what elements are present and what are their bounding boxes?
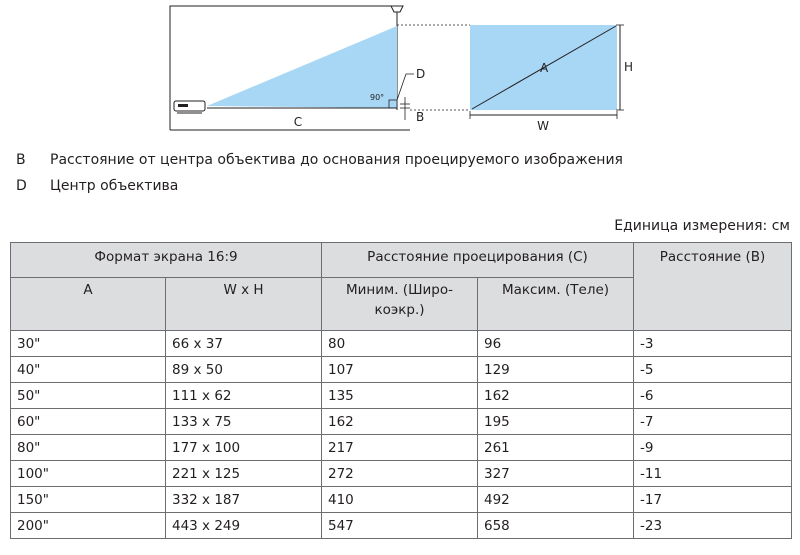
cell-a: 150" <box>11 487 166 513</box>
cell-wh: 177 x 100 <box>166 435 322 461</box>
cell-b: -9 <box>634 435 792 461</box>
header-distance-b: Расстояние (B) <box>634 243 792 331</box>
header-col-a: A <box>11 278 166 331</box>
label-b: B <box>416 110 425 124</box>
table-header-row <box>11 243 792 278</box>
cell-max: 96 <box>478 331 634 357</box>
cell-wh: 221 x 125 <box>166 461 322 487</box>
label-h: H <box>624 60 634 74</box>
header-col-max: Максим. (Теле) <box>478 278 634 331</box>
table-row <box>11 409 792 435</box>
legend-text: Центр объектива <box>50 178 179 194</box>
cell-min: 547 <box>322 513 478 539</box>
cell-min: 272 <box>322 461 478 487</box>
legend-key: D <box>16 178 27 194</box>
cell-max: 327 <box>478 461 634 487</box>
cell-a: 200" <box>11 513 166 539</box>
legend-row-b <box>16 152 623 168</box>
cell-max: 658 <box>478 513 634 539</box>
cell-wh: 133 x 75 <box>166 409 322 435</box>
projection-diagram <box>0 0 800 140</box>
throw-distance-table <box>10 242 792 539</box>
legend-key: B <box>16 152 26 168</box>
cell-max: 162 <box>478 383 634 409</box>
cell-a: 60" <box>11 409 166 435</box>
leader-d <box>397 74 414 100</box>
header-screen-format: Формат экрана 16:9 <box>11 243 322 278</box>
cell-min: 410 <box>322 487 478 513</box>
header-col-min: Миним. (Широ-коэкр.) <box>322 278 478 331</box>
label-angle: 90° <box>370 93 385 102</box>
label-c: C <box>293 115 303 129</box>
cell-max: 129 <box>478 357 634 383</box>
label-d: D <box>416 67 426 81</box>
cell-min: 107 <box>322 357 478 383</box>
header-projection-distance: Расстояние проецирования (C) <box>322 243 634 278</box>
cell-wh: 111 x 62 <box>166 383 322 409</box>
projector-icon <box>174 101 205 113</box>
projection-beam <box>207 26 397 108</box>
cell-max: 492 <box>478 487 634 513</box>
table-row <box>11 461 792 487</box>
table-row <box>11 357 792 383</box>
cell-b: -11 <box>634 461 792 487</box>
cell-b: -6 <box>634 383 792 409</box>
unit-note: Единица измерения: см <box>614 218 790 234</box>
cell-b: -17 <box>634 487 792 513</box>
mount-hook <box>391 6 403 12</box>
cell-a: 50" <box>11 383 166 409</box>
cell-a: 80" <box>11 435 166 461</box>
cell-min: 135 <box>322 383 478 409</box>
label-w: W <box>537 119 549 133</box>
legend-row-d <box>16 178 178 194</box>
cell-max: 261 <box>478 435 634 461</box>
cell-max: 195 <box>478 409 634 435</box>
cell-min: 217 <box>322 435 478 461</box>
cell-a: 30" <box>11 331 166 357</box>
table-row <box>11 513 792 539</box>
cell-a: 100" <box>11 461 166 487</box>
cell-b: -5 <box>634 357 792 383</box>
cell-wh: 66 x 37 <box>166 331 322 357</box>
cell-a: 40" <box>11 357 166 383</box>
table-row <box>11 331 792 357</box>
header-col-wh: W x H <box>166 278 322 331</box>
cell-min: 80 <box>322 331 478 357</box>
cell-b: -7 <box>634 409 792 435</box>
cell-wh: 443 x 249 <box>166 513 322 539</box>
cell-b: -23 <box>634 513 792 539</box>
cell-wh: 89 x 50 <box>166 357 322 383</box>
cell-min: 162 <box>322 409 478 435</box>
cell-wh: 332 x 187 <box>166 487 322 513</box>
table-row <box>11 435 792 461</box>
table-row <box>11 487 792 513</box>
cell-b: -3 <box>634 331 792 357</box>
label-a: A <box>540 61 549 75</box>
legend-text: Расстояние от центра объектива до основания проецируемого изображения <box>50 152 623 168</box>
table-row <box>11 383 792 409</box>
